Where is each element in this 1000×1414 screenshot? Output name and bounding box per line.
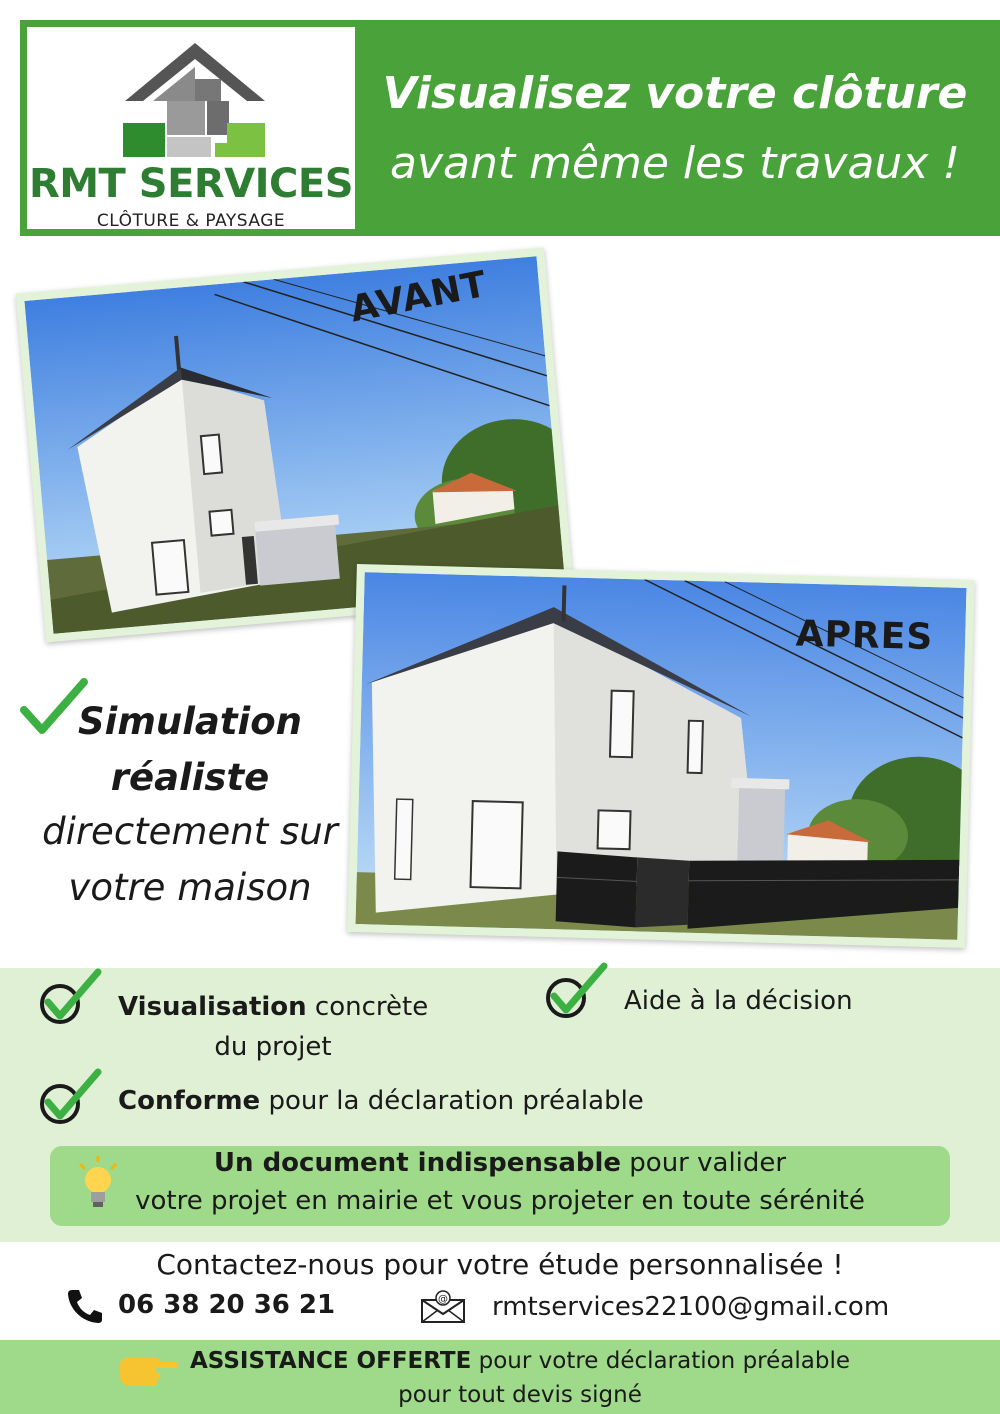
footer-banner <box>0 1340 1000 1414</box>
benefit-conforme-bold: Conforme <box>118 1086 261 1116</box>
footer-bold: ASSISTANCE OFFERTE <box>189 1348 472 1374</box>
footer-line-1 <box>0 1348 1000 1374</box>
logo-subtitle: CLÔTURE & PAYSAGE <box>96 211 286 231</box>
after-photo <box>347 564 974 948</box>
phone-number[interactable]: 06 38 20 36 21 <box>118 1290 336 1320</box>
benefit-visualisation-line2: du projet <box>214 1032 332 1062</box>
simulation-line-3: directement sur <box>42 810 338 853</box>
simulation-line-4: votre maison <box>68 866 312 909</box>
headline-line-1: Visualisez votre clôture <box>382 68 968 119</box>
note-bold: Un document indispensable <box>213 1148 622 1178</box>
simulation-line-2: réaliste <box>110 756 270 799</box>
note-line-1 <box>50 1148 950 1178</box>
circle-check-icon <box>36 1068 102 1128</box>
benefit-visualisation-rest: concrète <box>306 992 429 1022</box>
benefit-aide-decision: Aide à la décision <box>624 986 853 1016</box>
note-rest: pour valider <box>621 1148 787 1178</box>
after-label: APRES <box>795 613 934 659</box>
footer-rest: pour votre déclaration préalable <box>471 1348 850 1374</box>
envelope-icon <box>420 1288 466 1324</box>
headline-line-2: avant même les travaux ! <box>389 138 960 189</box>
note-line-2: votre projet en mairie et vous projeter en toute sérénité <box>135 1186 865 1216</box>
circle-check-icon <box>542 962 608 1022</box>
footer-line-2: pour tout devis signé <box>398 1382 642 1408</box>
logo <box>24 24 358 232</box>
email-address[interactable]: rmtservices22100@gmail.com <box>492 1292 890 1322</box>
logo-name: RMT SERVICES <box>28 161 354 207</box>
svg-text:@: @ <box>438 1294 448 1305</box>
benefit-conforme <box>118 1086 644 1116</box>
benefit-visualisation <box>118 992 498 1022</box>
benefit-visualisation-bold: Visualisation <box>118 992 307 1022</box>
contact-title: Contactez-nous pour votre étude personnalisée ! <box>156 1248 844 1281</box>
simulation-line-1: Simulation <box>77 700 302 743</box>
benefit-conforme-rest: pour la déclaration préalable <box>260 1086 644 1116</box>
phone-icon <box>66 1288 104 1324</box>
house-logo-icon <box>115 39 275 159</box>
before-label: AVANT <box>346 263 491 331</box>
document-note <box>50 1146 950 1226</box>
header-banner <box>20 20 1000 236</box>
circle-check-icon <box>36 968 102 1028</box>
